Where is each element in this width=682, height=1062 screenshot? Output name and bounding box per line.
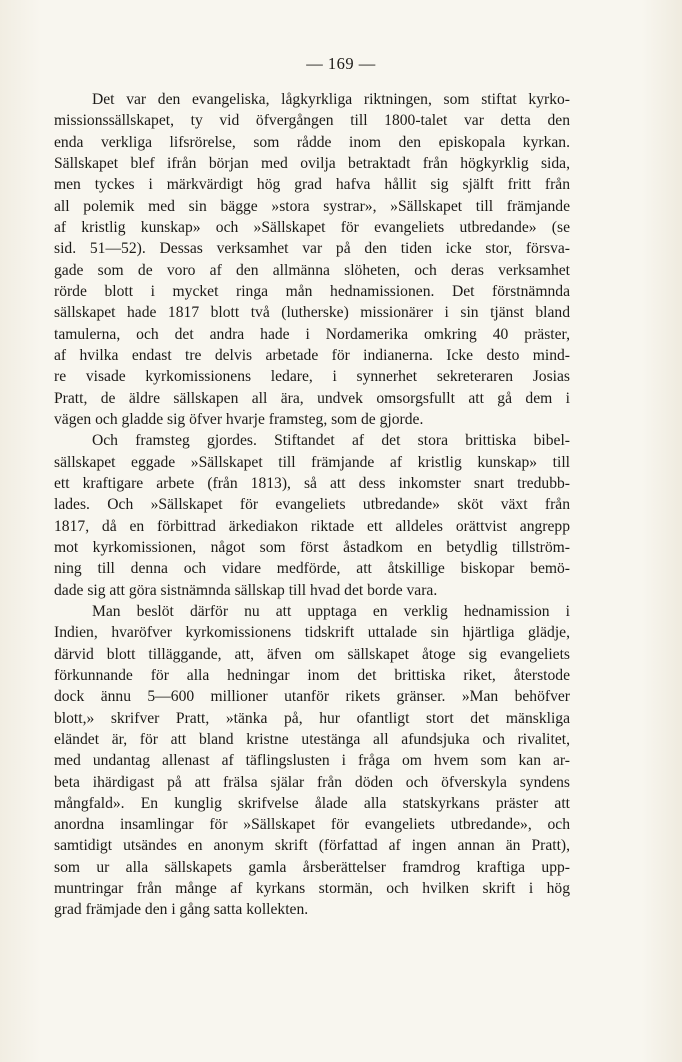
text-line: anordna insamlingar för »Sällskapet för evangeliets utbredande», och [54, 816, 570, 834]
text-line: af hvilka endast tre delvis arbetade för indianerna. Icke desto mind- [54, 346, 570, 364]
text-line: rörde blott i mycket ringa mån hednamissionen. Det förstnämnda [54, 282, 570, 300]
text-line: tamulerna, och det andra hade i Nordamerika omkring 40 präster, [54, 325, 570, 343]
text-line: eländet är, för att bland kristne utestänga all afundsjuka och rivalitet, [54, 730, 570, 748]
text-line: missionssällskapet, ty vid öfvergången till 1800-talet var detta den [54, 112, 570, 130]
text-line: 1817, då en förbittrad ärkediakon riktade ett alldeles orättvist angrepp [54, 517, 570, 535]
text-line: re visade kyrkomissionens ledare, i synnerhet sekreteraren Josias [54, 368, 570, 386]
text-line: dock ännu 5—600 millioner utanför rikets gränser. »Man behöfver [54, 688, 570, 706]
text-line: Pratt, de äldre sällskapen all ära, undvek omsorgsfullt att gå dem i [54, 389, 570, 407]
body-text [54, 89, 570, 921]
text-line: som ur alla sällskapets gamla årsberättelser framdrog kraftiga upp- [54, 858, 570, 876]
text-line: all polemik med sin bägge »stora systrar», »Sällskapet till främjande [54, 197, 570, 215]
text-line: af kristlig kunskap» och »Sällskapet för evangeliets utbredande» (se [54, 218, 570, 236]
text-line: Det var den evangeliska, lågkyrkliga riktningen, som stiftat kyrko- [92, 91, 570, 108]
text-line: med undantag allenast af täflingslusten i fråga om hvem som kan ar- [54, 752, 570, 770]
text-line: muntringar från månge af kyrkans stormän, och hvilken skrift i hög [54, 880, 570, 898]
text-line: enda verkliga lifsrörelse, som rådde inom den episkopala kyrkan. [54, 133, 570, 151]
text-line: samtidigt utsändes en anonym skrift (författad af ingen annan än Pratt), [54, 837, 570, 855]
text-line: Och framsteg gjordes. Stiftandet af det stora brittiska bibel- [92, 432, 570, 450]
text-line: gade som de voro af den allmänna slöheten, och deras verksamhet [54, 261, 570, 279]
text-line: lades. Och »Sällskapet för evangeliets utbredande» sköt växt från [54, 496, 570, 514]
text-line: mångfald». En kunglig skrifvelse ålade alla statskyrkans präster att [54, 794, 570, 812]
text-line: sällskapet eggade »Sällskapet till främjande af kristlig kunskap» till [54, 453, 570, 471]
text-line: ning till denna och vidare medförde, att åtskillige biskopar bemö- [54, 560, 570, 578]
text-line: mot kyrkomissionen, något som först åstadkom en betydlig tillström- [54, 538, 570, 556]
text-line: Indien, hvaröfver kyrkomissionens tidskrift uttalade sin hjärtliga glädje, [54, 624, 570, 642]
text-line: ett kraftigare arbete (från 1813), så att dess inkomster snart tredubb- [54, 474, 570, 492]
text-line: vägen och gladde sig öfver hvarje framsteg, som de gjorde. [54, 410, 424, 428]
text-line: men tyckes i märkvärdigt hög grad hafva hållit sig själft fritt från [54, 176, 570, 194]
text-line: sällskapet hade 1817 blott två (lutherske) missionärer i sin tjänst bland [54, 304, 570, 322]
text-line: grad främjade den i gång satta kollekten. [54, 901, 309, 919]
text-line: dade sig att göra sistnämnda sällskap till hvad det borde vara. [54, 581, 438, 599]
text-line: Sällskapet blef ifrån början med ovilja betraktadt från högkyrklig sida, [54, 154, 570, 172]
text-line: blott,» skrifver Pratt, »tänka på, hur ofantligt stort det mänskliga [54, 709, 570, 727]
page-number: — 169 — [306, 54, 376, 73]
text-line: förkunnande för alla hedningar inom det brittiska riket, återstode [54, 666, 570, 684]
text-line: Man beslöt därför nu att upptaga en verklig hednamission i [92, 602, 570, 620]
text-line: därvid blott tilläggande, att, äfven om sällskapet åtoge sig evangeliets [54, 645, 570, 663]
text-line: beta ihärdigast på att frälsa själar från döden och öfverskyla syndens [54, 773, 570, 791]
text-line: sid. 51—52). Dessas verksamhet var på den tiden icke stor, försva- [54, 240, 570, 258]
